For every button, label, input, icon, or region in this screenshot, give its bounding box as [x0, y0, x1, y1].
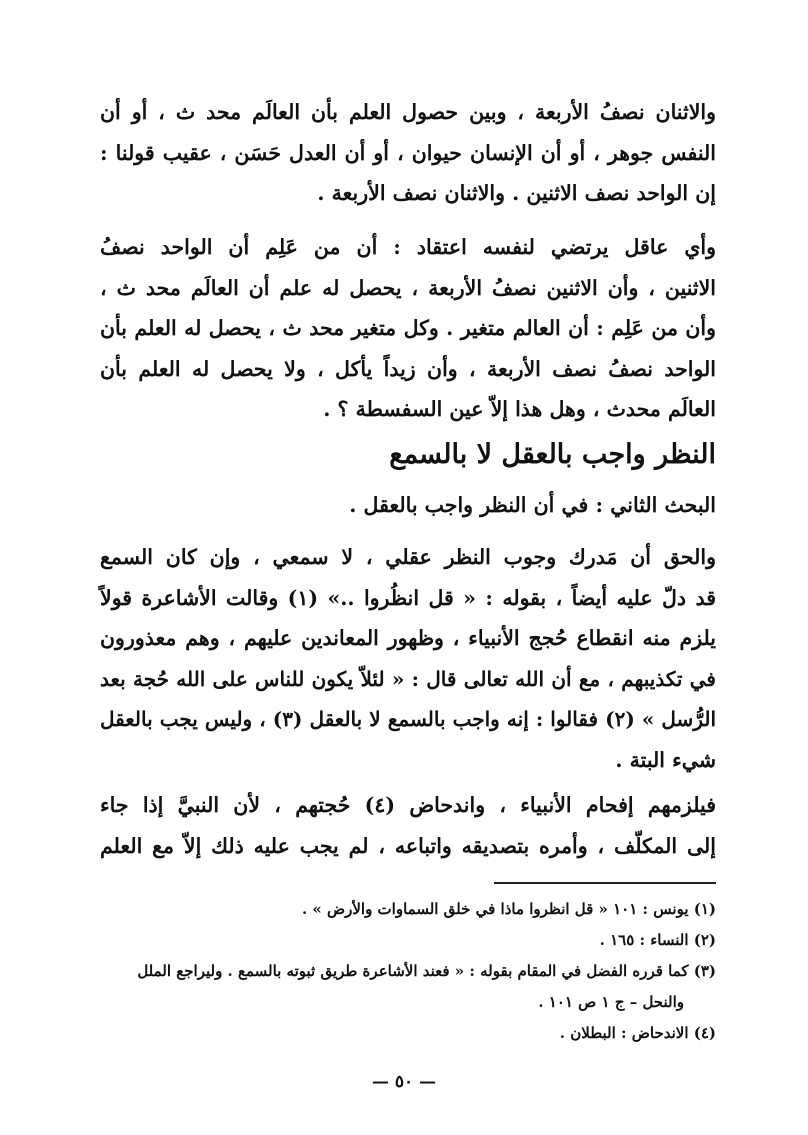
paragraph-line: فيلزمهم إفحام الأنبياء ، واندحاض (٤) حُجتهم ، لأن النبيَّ إذا جاء [100, 793, 716, 817]
subsection-text: في أن النظر واجب بالعقل . [349, 493, 589, 517]
paragraph-line: والاثنان نصفُ الأربعة ، وبين حصول العلم بأن العالَم محد ث ، أو أن [100, 100, 716, 124]
paragraph-line: إن الواحد نصف الاثنين . والاثنان نصف الأربعة . [317, 181, 716, 205]
paragraph-line: قد دلّ عليه أيضاً ، بقوله : « قل انظُروا ..» (١) وقالت الأشاعرة قولاً [100, 585, 717, 610]
footnote-3-continued: والنحل – ج ١ ص ١٠١ . [538, 993, 684, 1011]
paragraph-line: إلى المكلّف ، وأمره بتصديقه واتباعه ، لم يجب عليه ذلك إلاّ مع العلم [100, 833, 716, 858]
paragraph-line: يلزم منه انقطاع حُجج الأنبياء ، وظهور المعاندين عليهم ، وهم معذورون [100, 626, 716, 650]
paragraph-4 [100, 785, 716, 866]
paragraph-line: الرُّسل » (٢) فقالوا : إنه واجب بالسمع لا بالعقل (٣) ، وليس يجب بالعقل [100, 707, 717, 731]
section-heading: النظر واجب بالعقل لا بالسمع [389, 439, 716, 470]
paragraph-line: والحق أن مَدرك وجوب النظر عقلي ، لا سمعي ، وإن كان السمع [100, 545, 716, 569]
footnote-2: (٢) النساء : ١٦٥ . [599, 931, 716, 949]
paragraph-line: النفس جوهر ، أو أن الإنسان حيوان ، أو أن العدل حَسَن ، عقيب قولنا : [100, 140, 716, 165]
paragraph-1 [100, 92, 716, 214]
paragraph-3 [100, 537, 716, 780]
footnote-1: (١) يونس : ١٠١ « قل انظروا ماذا في خلق السماوات والأرض » . [301, 900, 716, 918]
paragraph-line: وأي عاقل يرتضي لنفسه اعتقاد : أن من عَلِم أن الواحد نصفُ [100, 235, 716, 259]
paragraph-line: الاثنين ، وأن الاثنين نصفُ الأربعة ، يحصل له علم أن العالَم محد ث ، [100, 275, 716, 300]
footnote-divider [494, 882, 716, 884]
footnotes [100, 894, 716, 1049]
footnote-4: (٤) الاندحاض : البطلان . [559, 1024, 716, 1042]
page-number: — ٥٠ — [371, 1072, 437, 1092]
paragraph-line: الواحد نصفُ نصف الأربعة ، وأن زيداً يأكل ، ولا يحصل له العلم بأن [100, 356, 716, 381]
paragraph-line: في تكذيبهم ، مع أن الله تعالى قال : « لئلاّ يكون للناس على الله حُجة بعد [100, 666, 716, 691]
subsection-label: البحث الثاني : [595, 493, 716, 517]
paragraph-line: شيء البتة . [615, 747, 716, 772]
subsection-title [100, 489, 716, 521]
paragraph-line: وأن من عَلِم : أن العالم متغير . وكل متغير محد ث ، يحصل له العلم بأن [100, 316, 716, 340]
footnote-3: (٣) كما قرره الفضل في المقام بقوله : « فعند الأشاعرة طريق ثبوته بالسمع . وليراجع الملل [137, 962, 716, 980]
paragraph-line: العالَم محدث ، وهل هذا إلاّ عين السفسطة ؟ . [323, 397, 716, 421]
paragraph-2 [100, 227, 716, 430]
